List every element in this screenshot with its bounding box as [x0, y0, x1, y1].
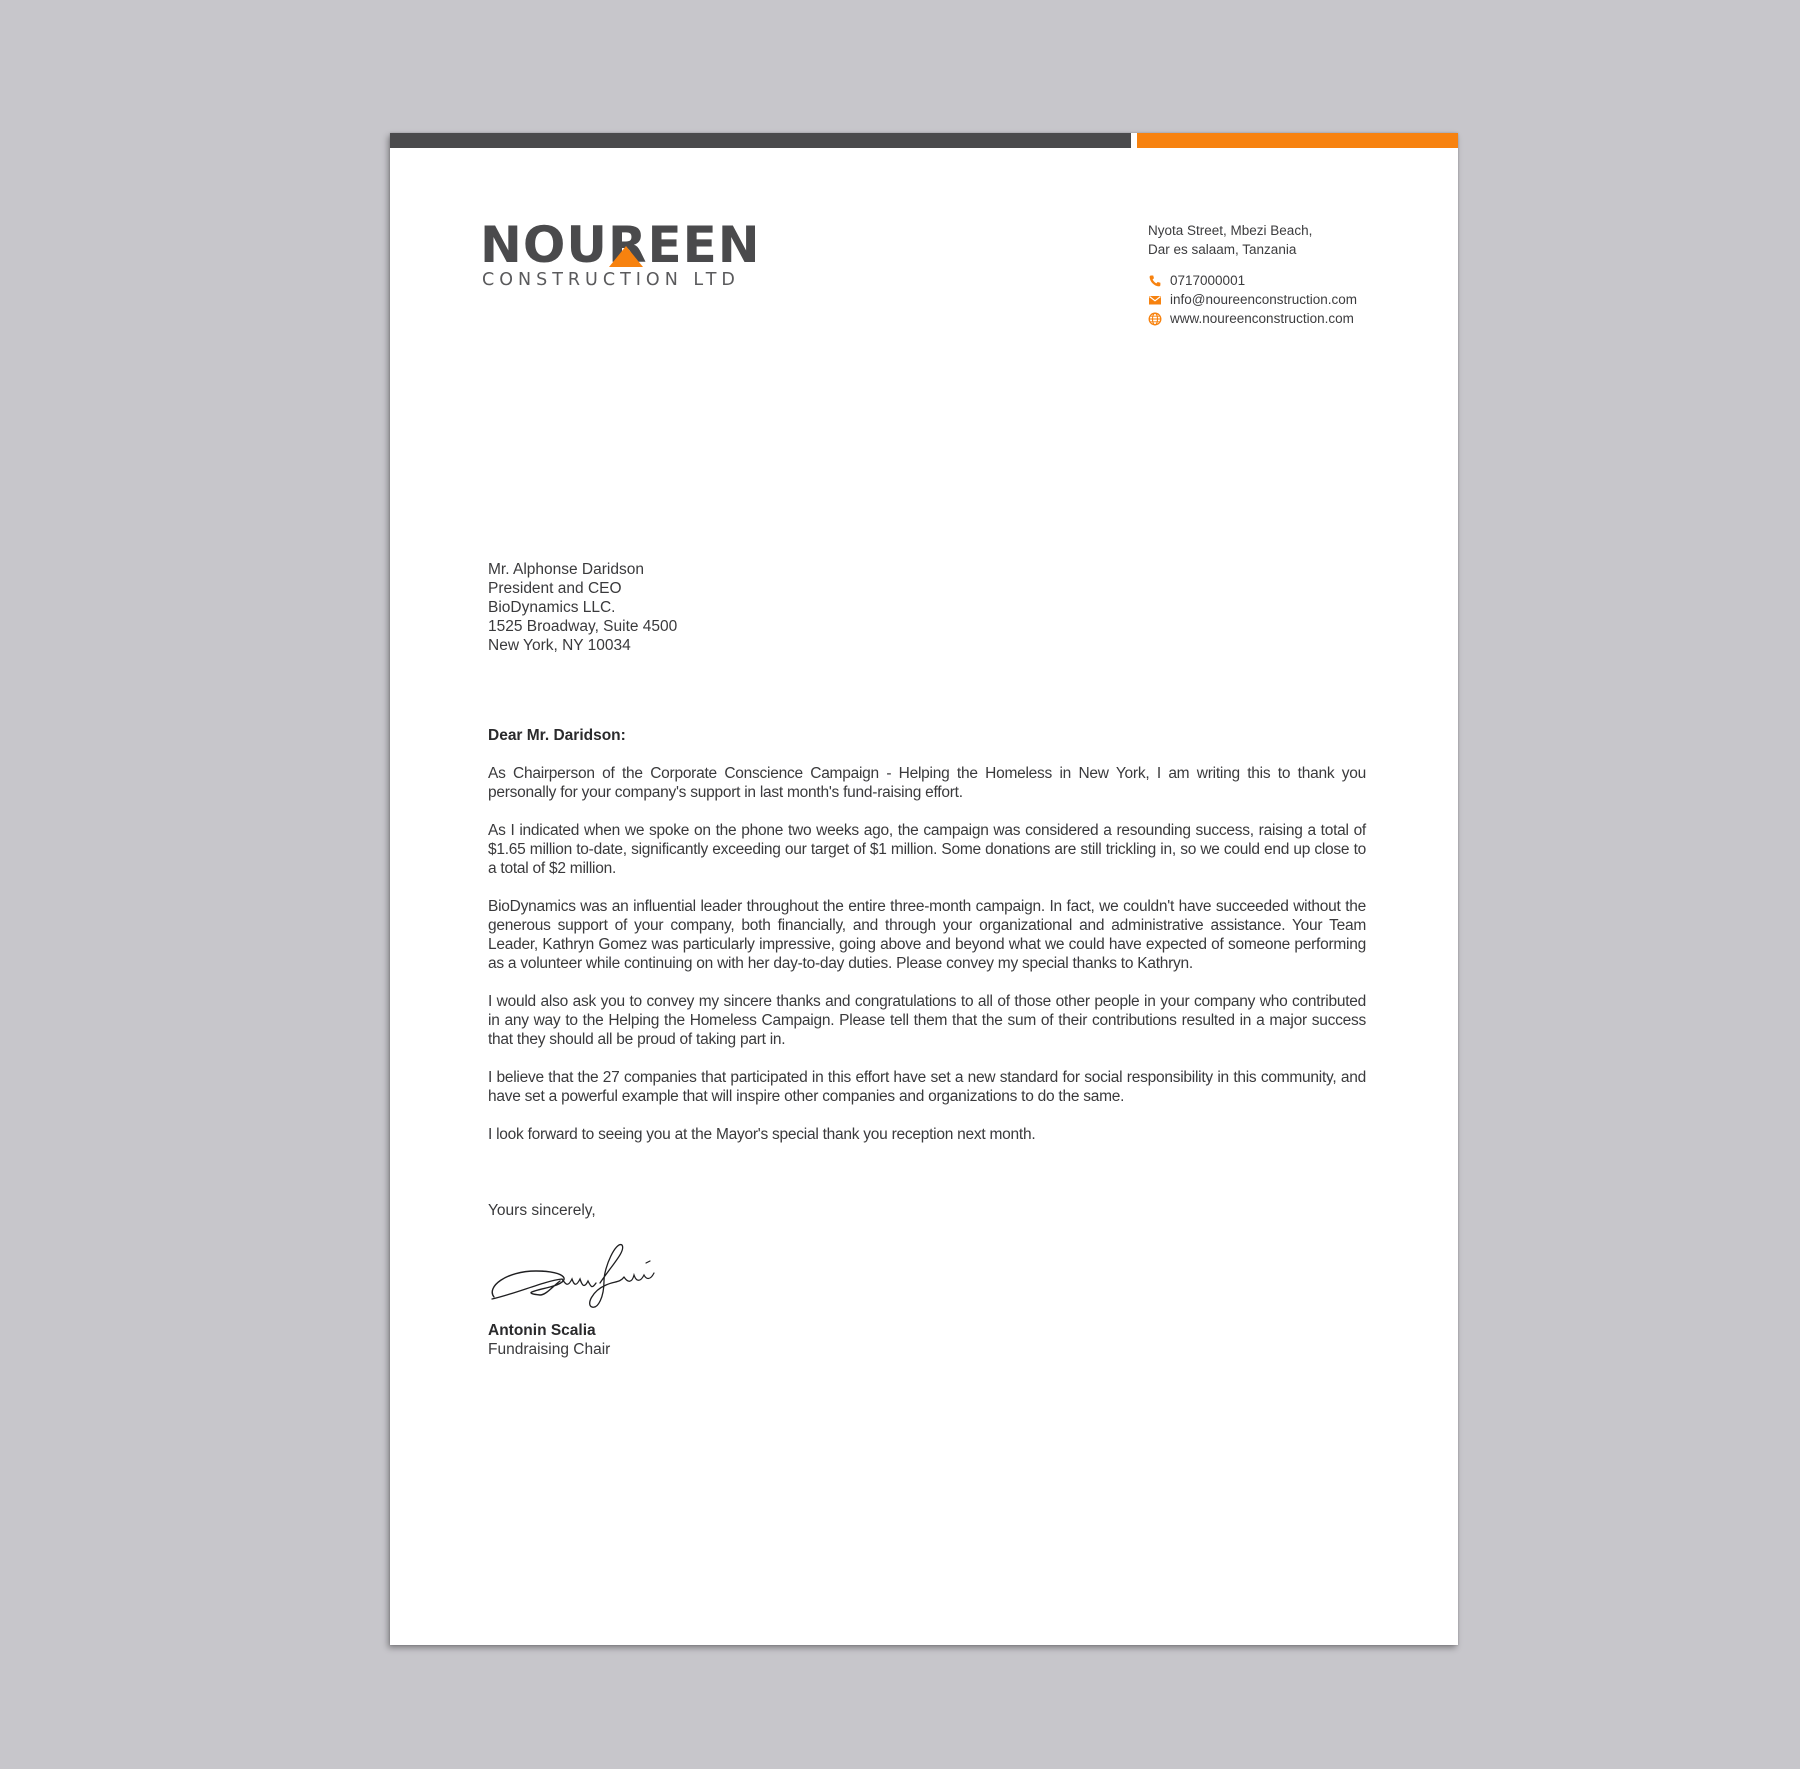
- logo-name: NOUREEN: [480, 216, 761, 274]
- phone-number[interactable]: 0717000001: [1170, 273, 1246, 288]
- phone-row: [1148, 271, 1357, 290]
- paragraph: BioDynamics was an influential leader throughout the entire three-month campaign. In fact, we couldn't have succeeded without the generous support of your company, both financially, and through your organizational and administrative assistance. Your Team Leader, Kathryn Gomez was particularly impressive, going above and beyond what we could have expected of someone performing as a volunteer while continuing on with her day-to-day duties. Please convey my special thanks to Kathryn.: [488, 898, 1366, 972]
- recipient-address: [488, 560, 1366, 655]
- header-bar-accent: [1137, 133, 1458, 148]
- paragraph: I believe that the 27 companies that participated in this effort have set a new standard for social responsibility in this community, and have set a powerful example that will inspire other companies and organizations to do the same.: [488, 1069, 1366, 1105]
- email-address[interactable]: info@noureenconstruction.com: [1170, 292, 1358, 307]
- paragraph: As I indicated when we spoke on the phone two weeks ago, the campaign was considered a resounding success, raising a total of $1.65 million to-date, significantly exceeding our target of $1 million. Some donations are still trickling in, so we could end up close to a total of $2 million.: [488, 822, 1366, 877]
- paragraph: I would also ask you to convey my sincere thanks and congratulations to all of those other people in your company who contributed in any way to the Helping the Homeless Campaign. Please tell them that the sum of their contributions resulted in a major success that they should all be proud of taking part in.: [488, 993, 1366, 1048]
- contact-block: [1148, 221, 1357, 328]
- letter-body: [488, 560, 1366, 1359]
- phone-icon: [1148, 274, 1162, 288]
- signer-title: Fundraising Chair: [488, 1341, 611, 1358]
- recipient-city: New York, NY 10034: [488, 637, 631, 654]
- letterhead-sheet: [390, 133, 1458, 1645]
- recipient-name: Mr. Alphonse Daridson: [488, 561, 644, 578]
- company-logo: [480, 216, 780, 293]
- address-line-2: Dar es salaam, Tanzania: [1148, 242, 1297, 257]
- email-row: [1148, 290, 1357, 309]
- mail-icon: [1148, 293, 1162, 307]
- company-address: [1148, 221, 1357, 259]
- paragraph: I look forward to seeing you at the Mayor's special thank you reception next month.: [488, 1126, 1036, 1143]
- website-url[interactable]: www.noureenconstruction.com: [1170, 311, 1354, 326]
- logo-subtitle: CONSTRUCTION LTD: [482, 270, 740, 290]
- salutation: Dear Mr. Daridson:: [488, 727, 626, 744]
- closing: Yours sincerely,: [488, 1202, 596, 1219]
- website-row: [1148, 309, 1357, 328]
- paragraph: As Chairperson of the Corporate Conscience Campaign - Helping the Homeless in New York, I am writing this to thank you personally for your company's support in last month's fund-raising effort.: [488, 765, 1366, 801]
- signer-name: Antonin Scalia: [488, 1322, 596, 1339]
- header-bar-dark: [390, 133, 1131, 148]
- recipient-title: President and CEO: [488, 580, 622, 597]
- logo-triangle-icon: [609, 246, 643, 267]
- globe-icon: [1148, 312, 1162, 326]
- recipient-company: BioDynamics LLC.: [488, 599, 616, 616]
- handwritten-signature: [488, 1235, 668, 1315]
- recipient-street: 1525 Broadway, Suite 4500: [488, 618, 678, 635]
- address-line-1: Nyota Street, Mbezi Beach,: [1148, 223, 1313, 238]
